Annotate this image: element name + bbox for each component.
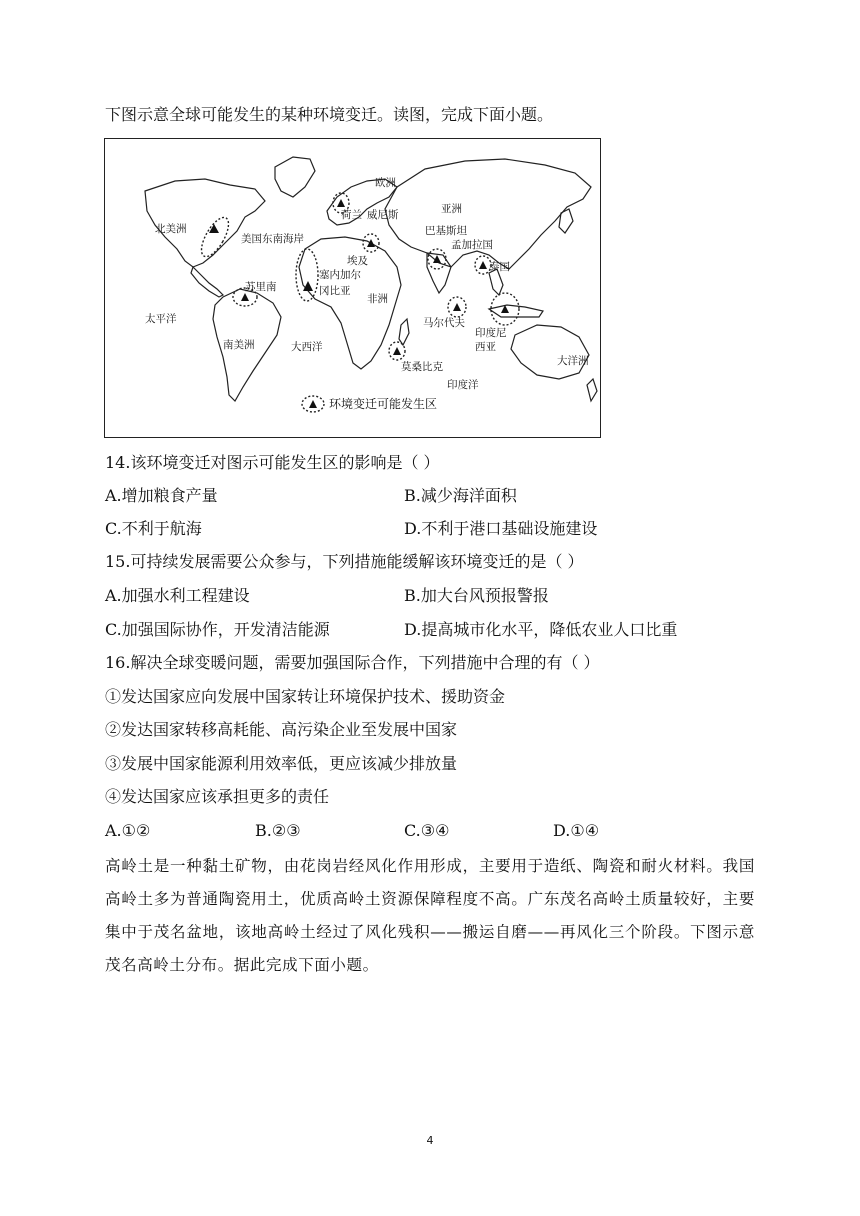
question-14-option-d[interactable]: D.不利于港口基础设施建设 [404, 519, 598, 538]
indonesia-outline [489, 305, 543, 317]
question-14-option-c[interactable]: C.不利于航海 [105, 519, 202, 538]
label-north-america: 北美洲 [155, 223, 187, 235]
label-gambia: 冈比亚 [319, 285, 351, 297]
page-number: 4 [426, 1134, 434, 1147]
marker-egypt [367, 239, 375, 247]
asia-outline [385, 159, 591, 269]
label-atlantic: 大西洋 [291, 341, 323, 353]
marker-netherlands [337, 199, 345, 207]
label-asia: 亚洲 [441, 203, 462, 215]
marker-mozambique [393, 347, 401, 355]
question-16-option-d[interactable]: D.①④ [553, 821, 600, 840]
question-14-option-a[interactable]: A.增加粮食产量 [105, 486, 218, 505]
label-europe: 欧洲 [375, 177, 396, 189]
label-africa: 非洲 [367, 293, 388, 305]
kaolin-passage: 高岭土是一种黏土矿物，由花岗岩经风化作用形成，主要用于造纸、陶瓷和耐火材料。我国高岭土多为普通陶瓷用土，优质高岭土资源保障程度不高。广东茂名高岭土质量较好，主要集中于茂名盆地，该地高岭土经过了风化残积——搬运自磨——再风化三个阶段。下图示意茂名高岭土分布。据此完成下面小题。 [105, 857, 755, 974]
label-bangladesh: 孟加拉国 [451, 239, 493, 251]
question-14-option-b[interactable]: B.减少海洋面积 [404, 486, 517, 505]
world-map-figure [104, 138, 601, 438]
question-14-stem: 14.该环境变迁对图示可能发生区的影响是（ ） [105, 453, 440, 472]
question-15-option-a[interactable]: A.加强水利工程建设 [105, 586, 250, 605]
question-16-option-a[interactable]: A.①② [105, 821, 151, 840]
label-netherlands: 荷兰 [341, 209, 362, 221]
label-venice: 威尼斯 [367, 209, 399, 221]
marker-suriname [241, 293, 249, 301]
greenland-outline [275, 157, 315, 197]
marker-maldives [453, 303, 461, 311]
question-16-statement-3: ③发展中国家能源利用效率低，更应该减少排放量 [105, 754, 458, 773]
marker-us-southeast [209, 224, 219, 233]
label-south-america: 南美洲 [223, 339, 255, 351]
question-16-stem: 16.解决全球变暖问题，需要加强国际合作，下列措施中合理的有（ ） [105, 653, 600, 672]
label-us-southeast: 美国东南海岸 [241, 233, 304, 245]
madagascar-outline [399, 319, 409, 345]
question-16-statement-4: ④发达国家应该承担更多的责任 [105, 787, 330, 806]
marker-thailand [479, 261, 487, 269]
label-indian-ocean: 印度洋 [447, 379, 479, 391]
zone-west-africa [296, 249, 318, 301]
new-zealand-outline [587, 379, 597, 401]
label-pakistan: 巴基斯坦 [425, 225, 467, 237]
question-16-statement-2: ②发达国家转移高耗能、高污染企业至发展中国家 [105, 720, 458, 739]
label-indonesia-line2: 西亚 [475, 341, 496, 353]
label-mozambique: 莫桑比克 [401, 361, 443, 373]
question-15-option-c[interactable]: C.加强国际协作，开发清洁能源 [105, 620, 330, 639]
question-15-option-d[interactable]: D.提高城市化水平，降低农业人口比重 [404, 620, 678, 639]
world-map-drawing [105, 139, 599, 436]
legend-marker [309, 400, 317, 408]
question-16-option-c[interactable]: C.③④ [404, 821, 450, 840]
australia-outline [511, 325, 589, 379]
question-15-stem: 15.可持续发展需要公众参与，下列措施能缓解该环境变迁的是（ ） [105, 552, 584, 571]
question-16-statement-1: ①发达国家应向发展中国家转让环境保护技术、援助资金 [105, 687, 506, 706]
label-maldives: 马尔代夫 [423, 317, 465, 329]
question-16-option-b[interactable]: B.②③ [255, 821, 301, 840]
map-legend: 环境变迁可能发生区 [329, 397, 438, 411]
label-thailand: 泰国 [489, 261, 510, 273]
question-15-option-b[interactable]: B.加大台风预报警报 [404, 586, 549, 605]
label-senegal: 塞内加尔 [319, 269, 361, 281]
label-pacific: 太平洋 [145, 313, 177, 325]
label-suriname: 苏里南 [245, 281, 277, 293]
label-egypt: 埃及 [347, 255, 368, 267]
label-indonesia-line1: 印度尼 [475, 327, 507, 339]
japan-outline [559, 209, 573, 233]
central-america-outline [191, 267, 223, 297]
intro-text: 下图示意全球可能发生的某种环境变迁。读图，完成下面小题。 [105, 105, 554, 124]
label-oceania: 大洋洲 [557, 355, 589, 367]
